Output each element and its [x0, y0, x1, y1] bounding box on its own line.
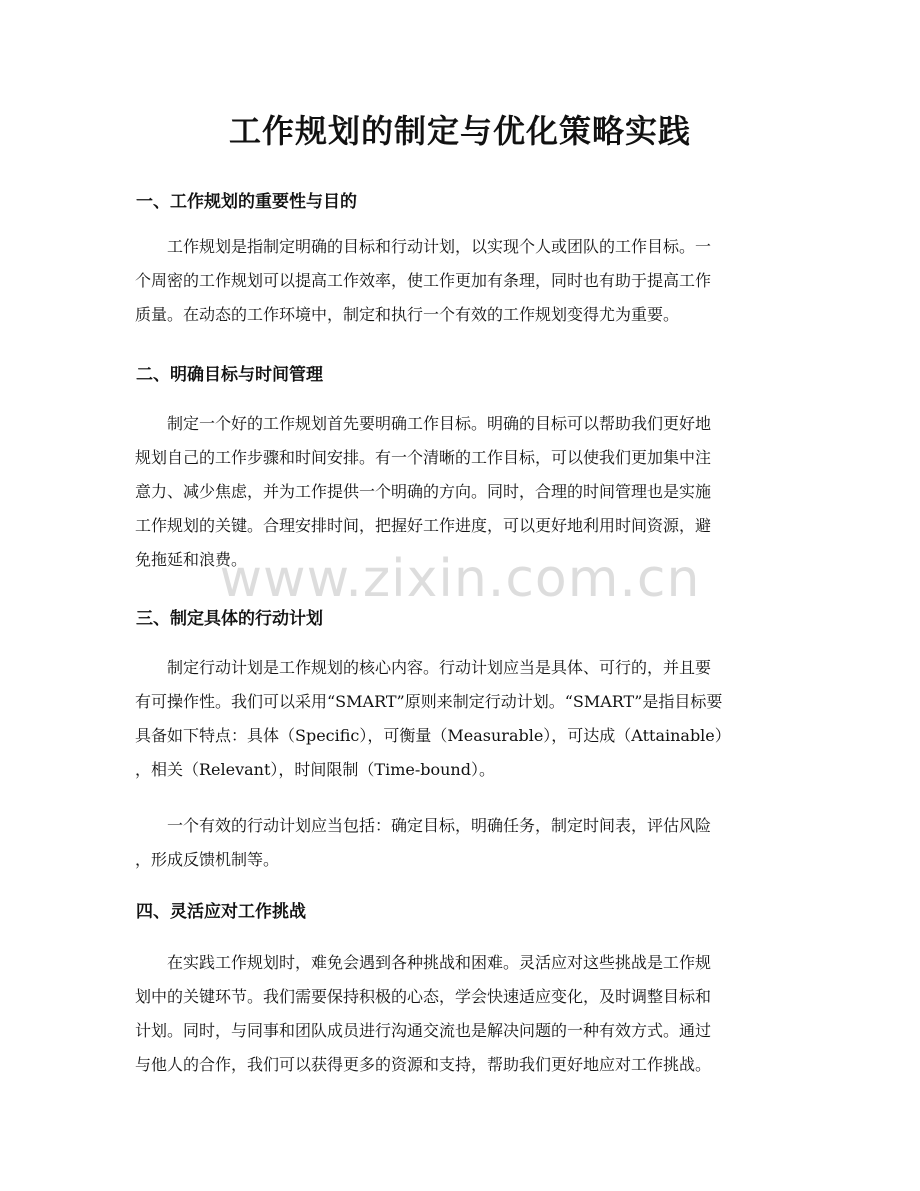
section-3-paragraph-2	[135, 809, 785, 877]
section-3-paragraph-1	[135, 651, 785, 787]
section-1-paragraph-1	[135, 230, 785, 332]
paragraph-line: 与他人的合作，我们可以获得更多的资源和支持，帮助我们更好地应对工作挑战。	[135, 1055, 712, 1074]
paragraph-line: 有可操作性。我们可以采用“SMART”原则来制定行动计划。“SMART”是指目标要	[135, 692, 723, 711]
paragraph-line: 具备如下特点：具体（Specific），可衡量（Measurable），可达成（Attainable）	[135, 726, 731, 745]
section-heading-2: 二、明确目标与时间管理	[136, 365, 323, 385]
paragraph-line: 计划。同时，与同事和团队成员进行沟通交流也是解决问题的一种有效方式。通过	[135, 1021, 712, 1040]
paragraph-line: 工作规划的关键。合理安排时间，把握好工作进度，可以更好地利用时间资源，避	[135, 516, 712, 535]
paragraph-line: 工作规划是指制定明确的目标和行动计划，以实现个人或团队的工作目标。一	[135, 237, 712, 256]
paragraph-line: 规划自己的工作步骤和时间安排。有一个清晰的工作目标，可以使我们更加集中注	[135, 448, 712, 467]
paragraph-line: 个周密的工作规划可以提高工作效率，使工作更加有条理，同时也有助于提高工作	[135, 271, 712, 290]
paragraph-line: 意力、减少焦虑，并为工作提供一个明确的方向。同时，合理的时间管理也是实施	[135, 482, 712, 501]
paragraph-line: 制定行动计划是工作规划的核心内容。行动计划应当是具体、可行的，并且要	[135, 658, 712, 677]
section-heading-1: 一、工作规划的重要性与目的	[136, 192, 357, 212]
document-title: 工作规划的制定与优化策略实践	[228, 112, 691, 150]
section-heading-4: 四、灵活应对工作挑战	[136, 902, 306, 922]
section-heading-3: 三、制定具体的行动计划	[136, 609, 323, 629]
section-2-paragraph-1	[135, 407, 785, 577]
paragraph-line: ，相关（Relevant），时间限制（Time-bound）。	[135, 760, 495, 779]
section-4-paragraph-1	[135, 946, 785, 1082]
paragraph-line: 划中的关键环节。我们需要保持积极的心态，学会快速适应变化，及时调整目标和	[135, 987, 712, 1006]
paragraph-line: 制定一个好的工作规划首先要明确工作目标。明确的目标可以帮助我们更好地	[135, 414, 712, 433]
paragraph-line: 一个有效的行动计划应当包括：确定目标，明确任务，制定时间表，评估风险	[135, 816, 712, 835]
paragraph-line: 质量。在动态的工作环境中，制定和执行一个有效的工作规划变得尤为重要。	[135, 305, 680, 324]
paragraph-line: 免拖延和浪费。	[135, 550, 248, 569]
paragraph-line: 在实践工作规划时，难免会遇到各种挑战和困难。灵活应对这些挑战是工作规	[135, 953, 712, 972]
paragraph-line: ，形成反馈机制等。	[135, 850, 280, 869]
watermark: www.zixin.com.cn	[219, 549, 701, 609]
